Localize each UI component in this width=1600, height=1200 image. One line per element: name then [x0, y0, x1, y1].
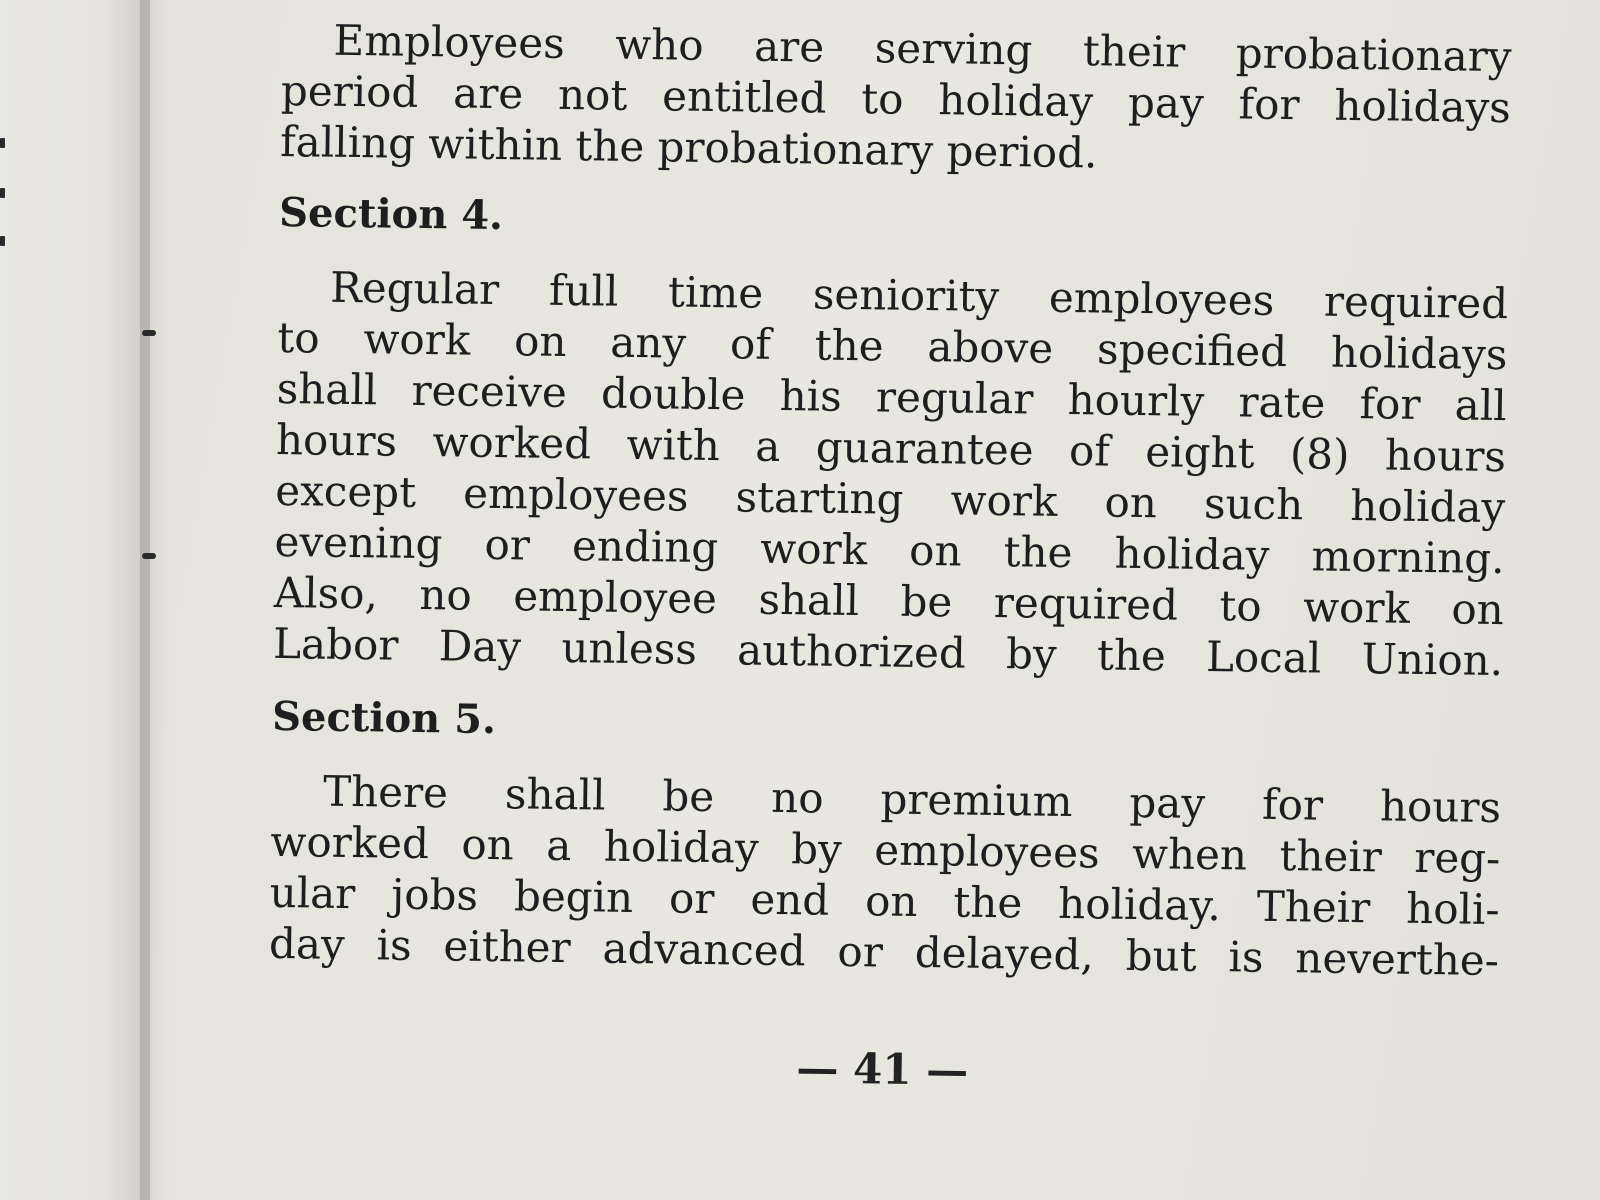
- paragraph-line: Also, no employee shall be required to work on: [273, 567, 1505, 635]
- facing-page-edge-mark: [0, 138, 5, 148]
- probation-paragraph: [280, 14, 1512, 184]
- page-text-block: [268, 14, 1512, 1095]
- binding-stitch: [142, 553, 156, 559]
- section-5-paragraph: [269, 765, 1502, 986]
- page-gutter-shadow: [140, 0, 170, 1200]
- section-4-paragraph: [273, 261, 1509, 686]
- paragraph-line: hours worked with a guarantee of eight (8) hours: [275, 414, 1507, 482]
- section-5-heading: Section 5.: [271, 692, 497, 744]
- facing-page-edge-mark: [0, 236, 5, 246]
- paragraph-line: day is either advanced or delayed, but is neverthe-: [268, 918, 1500, 986]
- paragraph-line: Regular full time seniority employees required: [329, 262, 1509, 329]
- facing-page-edge-mark: [0, 188, 5, 198]
- paragraph-line: Employees who are serving their probationary: [333, 15, 1512, 82]
- paragraph-line: falling within the probationary period.: [279, 116, 1098, 178]
- facing-page-edge: [0, 0, 150, 1200]
- paragraph-line: shall receive double his regular hourly rate for all: [276, 363, 1507, 431]
- page-number: — 41 —: [796, 1043, 969, 1095]
- paragraph-line: There shall be no premium pay for hours: [322, 766, 1502, 833]
- paragraph-line: Labor Day unless authorized by the Local Union.: [272, 618, 1504, 686]
- paragraph-line: ular jobs begin or end on the holiday. Their holi-: [269, 867, 1500, 935]
- paragraph-line: worked on a holiday by employees when their reg-: [270, 816, 1501, 884]
- paragraph-line: except employees starting work on such holiday: [275, 465, 1506, 533]
- binding-stitch: [142, 330, 156, 336]
- paragraph-line: to work on any of the above specified holidays: [277, 312, 1508, 380]
- section-4-heading: Section 4.: [278, 188, 504, 240]
- paragraph-line: evening or ending work on the holiday morning.: [274, 516, 1505, 584]
- paragraph-line: period are not entitled to holiday pay for holidays: [280, 65, 1512, 133]
